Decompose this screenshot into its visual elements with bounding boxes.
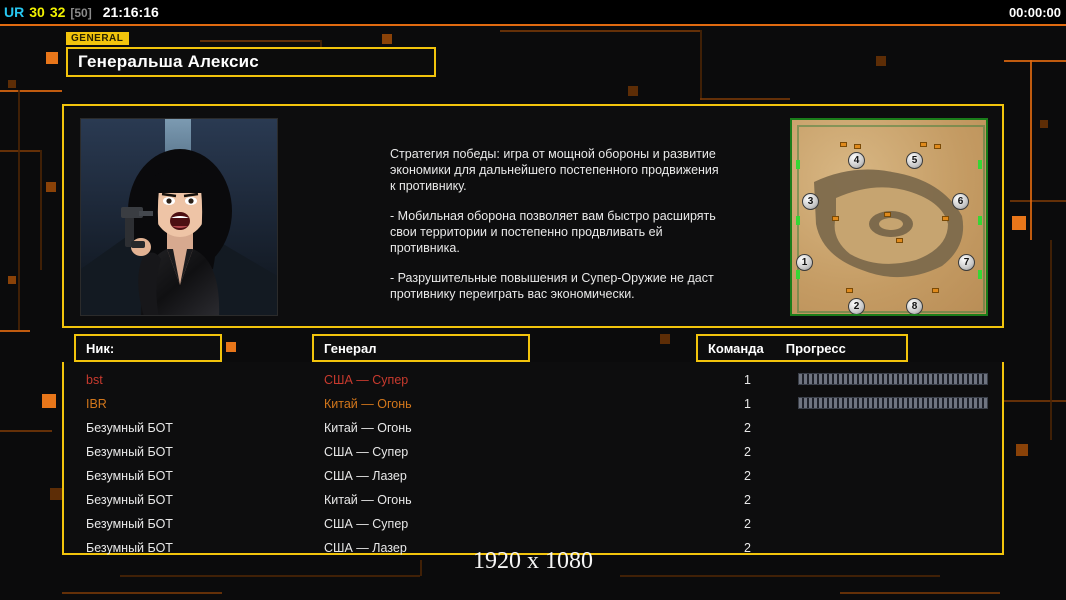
progress-bar-fill <box>798 373 988 385</box>
player-nick: Безумный БОТ <box>86 469 173 483</box>
player-nick: IBR <box>86 397 107 411</box>
table-row[interactable] <box>64 368 1002 392</box>
player-general: США — Лазер <box>324 541 407 555</box>
player-general: США — Супер <box>324 373 409 387</box>
player-general: США — Супер <box>324 445 409 459</box>
general-portrait <box>80 118 278 316</box>
map-start-position-8: 8 <box>906 298 923 315</box>
ur-bracket: [50] <box>70 6 92 20</box>
player-nick: Безумный БОТ <box>86 541 173 555</box>
header-team-label: Команда <box>708 340 764 356</box>
table-row[interactable] <box>64 392 1002 416</box>
header-general <box>312 334 530 362</box>
map-features <box>792 120 988 316</box>
map-start-position-3: 3 <box>802 193 819 210</box>
player-nick: Безумный БОТ <box>86 421 173 435</box>
table-row[interactable] <box>64 512 1002 536</box>
header-nick-label: Ник: <box>86 340 115 356</box>
player-team: 1 <box>744 397 751 411</box>
ur-value-1: 30 <box>29 4 45 20</box>
player-general: США — Лазер <box>324 469 407 483</box>
map-start-position-6: 6 <box>952 193 969 210</box>
general-name-label: Генеральша Алексис <box>78 52 259 71</box>
header-nick <box>74 334 222 362</box>
player-team: 2 <box>744 493 751 507</box>
player-nick: Безумный БОТ <box>86 493 173 507</box>
map-start-position-7: 7 <box>958 254 975 271</box>
player-general: Китай — Огонь <box>324 397 412 411</box>
player-general: Китай — Огонь <box>324 493 412 507</box>
table-row[interactable] <box>64 416 1002 440</box>
player-team: 2 <box>744 445 751 459</box>
player-team: 2 <box>744 517 751 531</box>
description-paragraph-3: - Разрушительные повышения и Супер-Оружие не даст противнику переиграть вас экономически. <box>390 271 714 301</box>
player-nick: Безумный БОТ <box>86 445 173 459</box>
ur-value-2: 32 <box>49 4 66 20</box>
player-progress-bar <box>798 373 988 385</box>
player-general: Китай — Огонь <box>324 421 412 435</box>
header-team-progress <box>696 334 908 362</box>
map-start-position-5: 5 <box>906 152 923 169</box>
progress-bar-fill <box>798 397 988 409</box>
portrait-artwork <box>81 119 278 316</box>
status-bar <box>0 0 1066 24</box>
player-nick: bst <box>86 373 103 387</box>
player-table-header <box>62 334 1004 362</box>
resolution-label: 1920 x 1080 <box>473 548 593 574</box>
system-clock: 21:16:16 <box>102 4 159 20</box>
table-row[interactable] <box>64 488 1002 512</box>
topbar-divider <box>0 24 1066 26</box>
map-preview[interactable] <box>790 118 988 316</box>
player-table <box>62 362 1004 555</box>
player-team: 2 <box>744 421 751 435</box>
map-start-position-1: 1 <box>796 254 813 271</box>
strategy-description <box>390 146 720 302</box>
header-general-label: Генерал <box>324 340 377 356</box>
player-nick: Безумный БОТ <box>86 517 173 531</box>
general-info-panel <box>62 104 1004 328</box>
map-start-position-4: 4 <box>848 152 865 169</box>
description-paragraph-2: - Мобильная оборона позволяет вам быстро расширять свои территории и постепенно продвливать ей противника. <box>390 209 716 255</box>
description-paragraph-1: Стратегия победы: игра от мощной обороны и развитие экономики для дальнейшего постепенного продвижения к противнику. <box>390 147 719 193</box>
player-team: 1 <box>744 373 751 387</box>
table-row[interactable] <box>64 464 1002 488</box>
general-name-plate[interactable] <box>66 47 436 77</box>
header-progress-label: Прогресс <box>785 340 846 356</box>
table-row[interactable] <box>64 440 1002 464</box>
map-start-position-2: 2 <box>848 298 865 315</box>
player-general: США — Супер <box>324 517 409 531</box>
player-progress-bar <box>798 397 988 409</box>
player-team: 2 <box>744 469 751 483</box>
player-team: 2 <box>744 541 751 555</box>
general-tag: GENERAL <box>66 32 129 45</box>
match-timer: 00:00:00 <box>1008 4 1061 20</box>
ur-label: UR <box>4 4 25 20</box>
